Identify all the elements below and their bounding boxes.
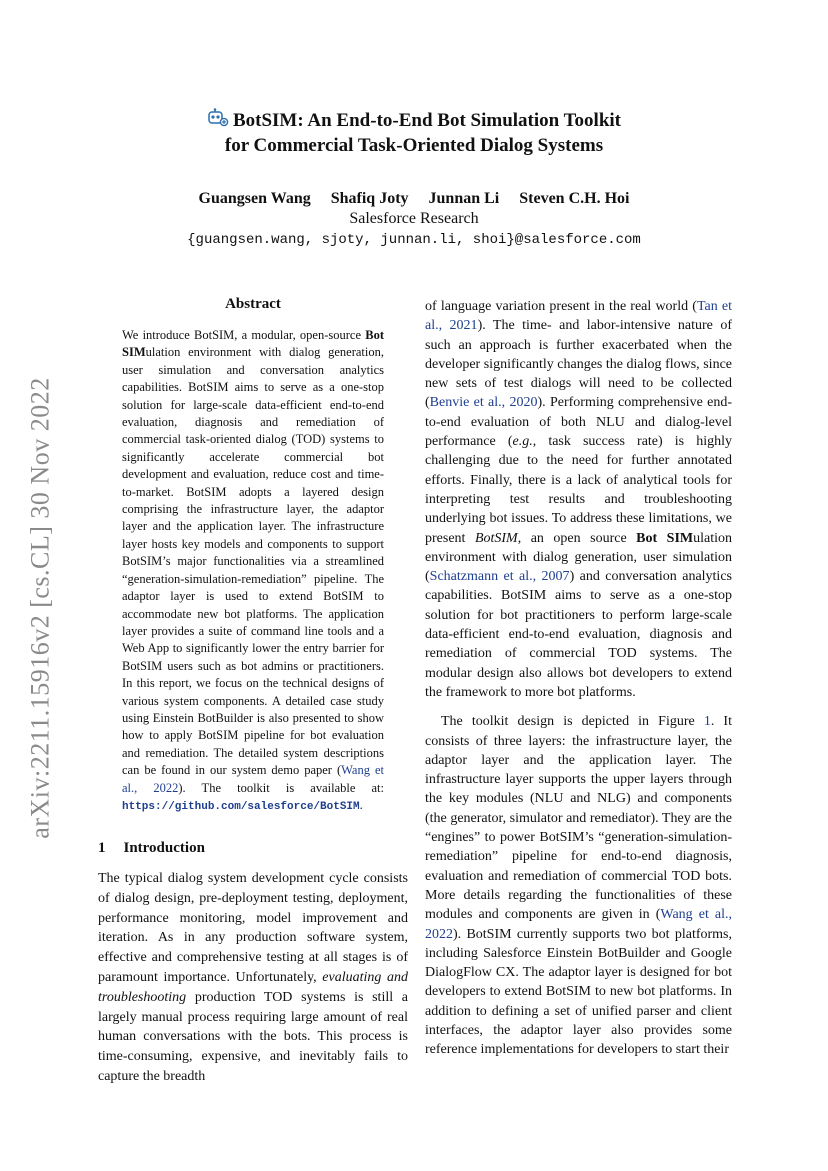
author-emails: {guangsen.wang, sjoty, junnan.li, shoi}@salesforce.com (187, 232, 641, 248)
introduction-body (98, 869, 408, 1087)
body-text: ). Performing comprehensive end-to-end evaluation of both NLU and dialog-level performance ( (425, 395, 732, 450)
affiliation: Salesforce Research (349, 210, 479, 227)
body-emphasis: e.g. (512, 434, 533, 450)
title-text-1: BotSIM: An End-to-End Bot Simulation Toolkit (232, 110, 622, 131)
abstract-text: ulation environment with dialog generation, user simulation and conversation analytics capabilities. BotSIM aims to serve as a one-stop solution for large-scale data-efficient end-to-end evaluation, diagnosis and remediation of commercial task-oriented dialog (TOD) systems to significantly accelerate commercial bot development and evaluation, reduce cost and time-to-market. BotSIM adopts a layered design comprising the infrastructure layer, the adaptor layer and the application layer. The infrastructure layer hosts key models and components to support BotSIM’s major functionalities via a streamlined “generation-simulation-remediation” pipeline. The adaptor layer is used to extend BotSIM to accommodate new bot platforms. The application layer provides a suite of command line tools and a Web App to significantly lower the entry barrier for BotSIM users such as bot admins or practitioners. In this report, we focus on the technical designs of various system components. A detailed case study using Einstein BotBuilder is also presented to show how to apply BotSIM pipeline for bot evaluation and remediation. The detailed system descriptions can be found in our system demo paper ( (122, 345, 384, 778)
robot-logo-icon (207, 108, 229, 134)
citation-link[interactable]: Tan et al., 2021 (425, 299, 732, 334)
abstract-text: ). The toolkit is available at: (178, 780, 384, 795)
body-text: of language variation present in the real world ( (425, 299, 697, 314)
body-text: The toolkit design is depicted in Figure (441, 714, 704, 730)
body-text: ). BotSIM currently supports two bot platforms, including Salesforce Einstein BotBuilder and Google DialogFlow CX. The adaptor layer is designed for bot developers to extend BotSIM to new bot platforms. In addition to defining a set of unified parser and client interfaces, the adaptor layer also provides some reference implementations for developers to start their (425, 926, 732, 1058)
title-line-1 (0, 108, 828, 134)
section-heading-introduction (98, 840, 205, 857)
section-title: Introduction (123, 840, 205, 856)
author-list (0, 190, 828, 208)
right-paragraph-1 (425, 297, 732, 702)
arxiv-identifier-text: arXiv:2211.15916v2 [cs.CL] 30 Nov 2022 (26, 377, 55, 839)
arxiv-identifier-stamp (27, 368, 55, 848)
abstract-heading: Abstract (225, 296, 281, 312)
citation-link[interactable]: Wang et al., 2022 (425, 907, 732, 942)
author-name: Guangsen Wang (198, 190, 311, 207)
abstract-bold-text: Bot SIM (122, 328, 384, 360)
author-name: Steven C.H. Hoi (519, 190, 630, 207)
body-text: ). The time- and labor-intensive nature of such an approach is further exacerbated when the developer significantly changes the dialog flows, since new sets of test dialogs will need to be collected ( (425, 318, 732, 411)
body-text: ) and conversation analytics capabilities. BotSIM aims to serve as a one-stop solution for bot practitioners to perform large-scale data-efficient end-to-end evaluation, diagnosis and remediation of commercial TOD systems. The modular design also allows bot developers to extend the framework to more bot platforms. (425, 569, 732, 700)
section-number: 1 (98, 840, 106, 856)
abstract-text: . (359, 797, 363, 812)
body-text: , task success rate) is highly challenging due to the need for further annotated efforts. Finally, there is a lack of analytical tools for interpreting test results and troubleshooting underlying bot issues. To address these limitations, we present (425, 434, 732, 546)
paper-title (0, 108, 828, 157)
author-name: Junnan Li (428, 190, 500, 207)
body-text: ulation environment with dialog generation, user simulation ( (425, 530, 733, 585)
body-emphasis: BotSIM (474, 530, 518, 546)
intro-emphasis: evaluating and troubleshooting (98, 969, 408, 1005)
intro-text: production TOD systems is still a largely manual process requiring large amount of real human conversations with the bots. This process is time-consuming, expensive, and inevitably fails to capture the breadth (98, 989, 408, 1084)
intro-text: The typical dialog system development cycle consists of dialog design, pre-deployment testing, deployment, performance monitoring, model improvement and iteration. As in any production software system, effective and comprehensive testing at all stages is of paramount importance. Unfortunately, (98, 871, 408, 985)
citation-link[interactable]: Wang et al., 2022 (122, 763, 384, 795)
github-url-link[interactable]: https://github.com/salesforce/BotSIM (122, 800, 360, 813)
author-name: Shafiq Joty (330, 190, 409, 207)
right-column (425, 297, 732, 1060)
title-line-2: for Commercial Task-Oriented Dialog Systems (224, 135, 604, 156)
abstract-text: We introduce BotSIM, a modular, open-source (122, 328, 366, 342)
body-text: . It consists of three layers: the infrastructure layer, the adaptor layer and the application layer. The infrastructure layer supports the upper layers through the key modules (NLU and NLG) and components (the generator, simulator and remediator). They are the “engines” to power BotSIM’s “generation-simulation-remediation” pipeline for end-to-end diagnosis, evaluation and remediation of commercial TOD bots. More details regarding the functionalities of these modules and components are given in ( (425, 714, 732, 923)
figure-reference-link[interactable]: 1 (703, 714, 711, 730)
citation-link[interactable]: Benvie et al., 2020 (429, 395, 538, 411)
right-paragraph-2 (425, 712, 732, 1059)
body-text: , an open source (517, 530, 637, 546)
body-bold: Bot SIM (636, 530, 694, 546)
abstract-body (122, 327, 384, 816)
citation-link[interactable]: Schatzmann et al., 2007 (429, 569, 570, 585)
